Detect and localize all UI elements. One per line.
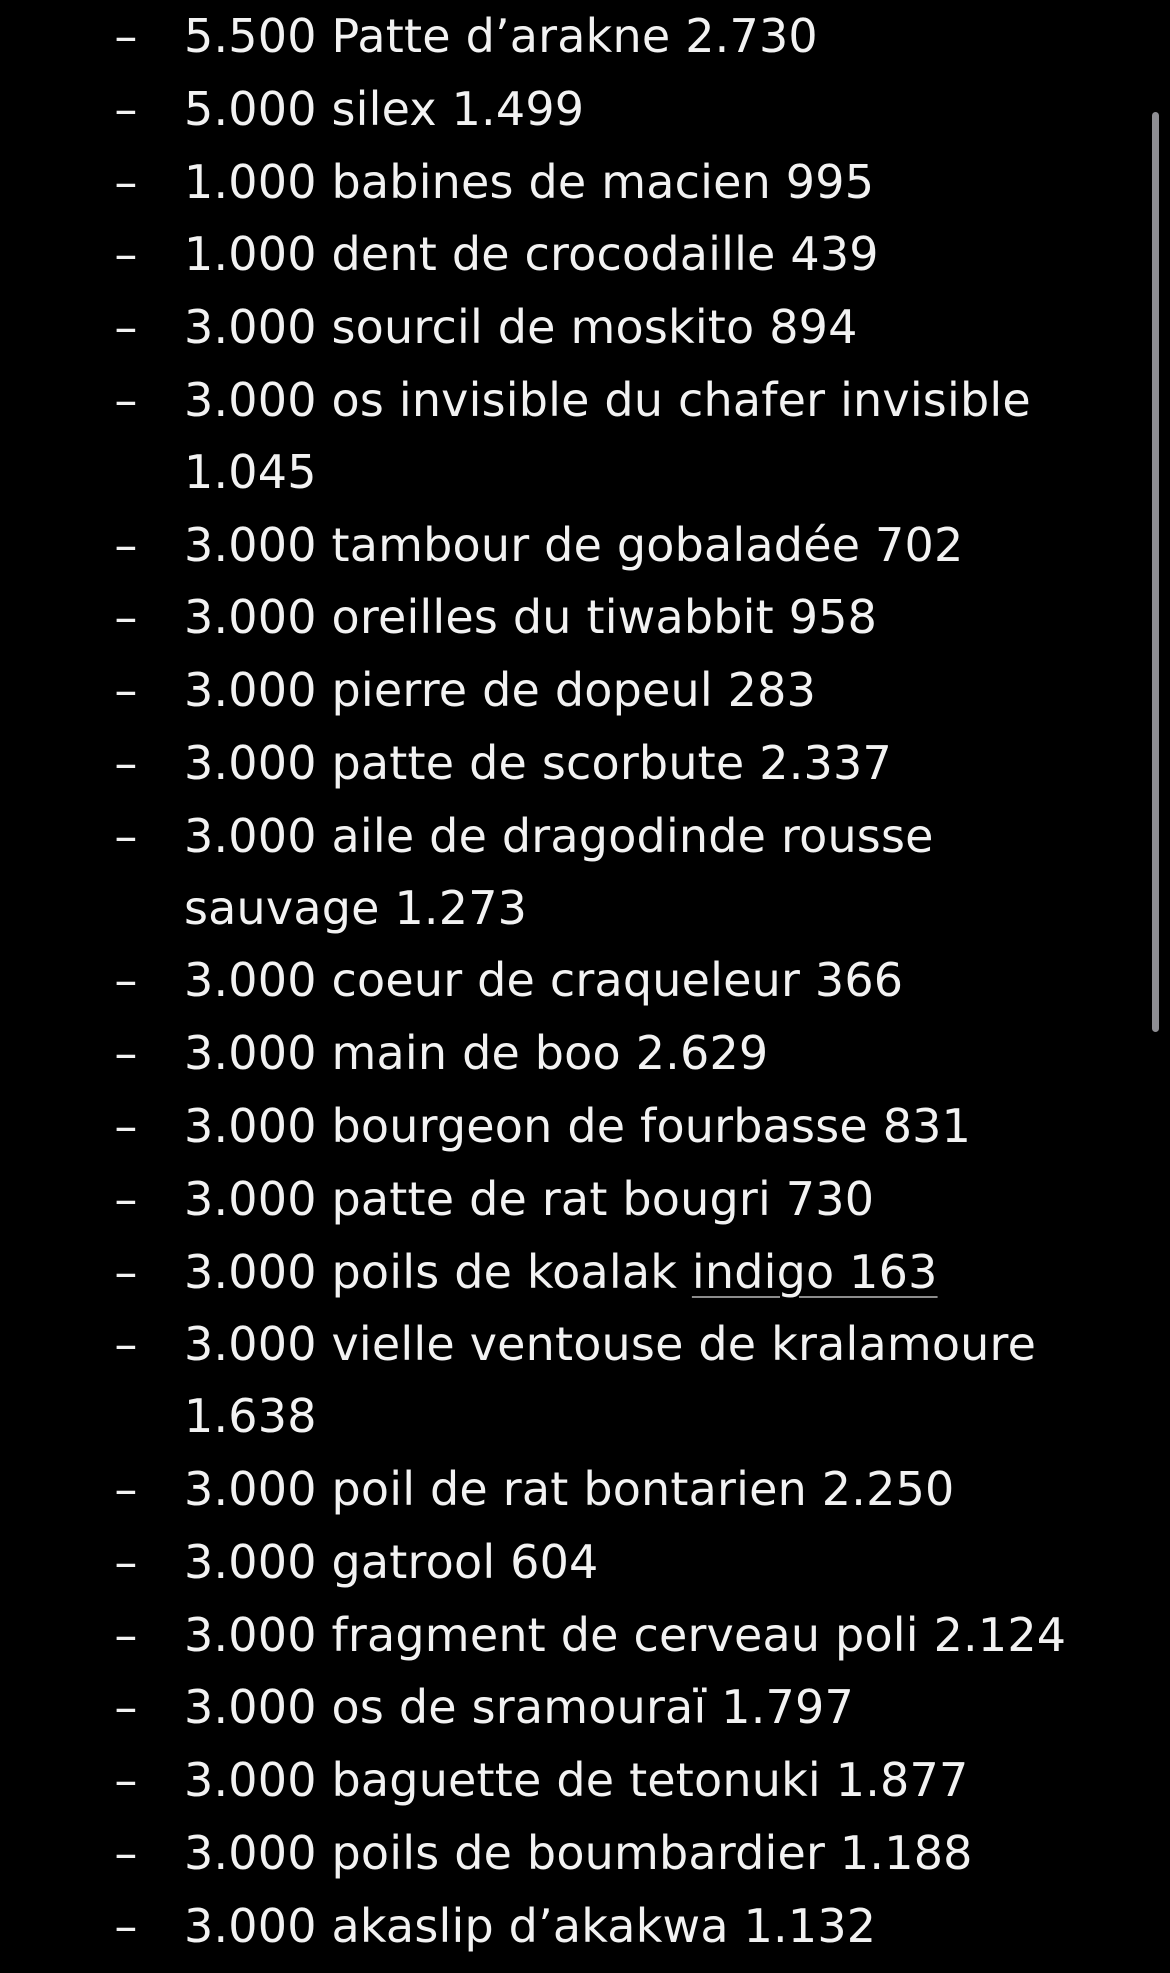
dash-bullet: –	[114, 1461, 138, 1516]
list-item[interactable]	[0, 1890, 1170, 1963]
list-item[interactable]	[0, 581, 1170, 654]
dash-bullet: –	[114, 1026, 138, 1081]
dash-bullet: –	[114, 1680, 138, 1735]
item-text: 3.000 main de boo 2.629	[184, 1026, 769, 1081]
list-item[interactable]	[0, 1236, 1170, 1309]
item-text: 1.000 babines de macien 995	[184, 154, 875, 209]
item-text: 3.000 poil de rat bontarien 2.250	[184, 1461, 955, 1516]
list-item[interactable]	[0, 800, 1170, 873]
dash-bullet: –	[114, 590, 138, 645]
list-item[interactable]	[0, 73, 1170, 146]
dash-bullet: –	[114, 81, 138, 136]
item-text: 3.000 bourgeon de fourbasse 831	[184, 1098, 972, 1153]
underlined-text[interactable]: indigo 163	[691, 1244, 938, 1299]
item-text: 1.638	[184, 1389, 317, 1444]
item-text: 3.000 patte de scorbute 2.337	[184, 735, 892, 790]
item-text: 3.000 os de sramouraï 1.797	[184, 1680, 854, 1735]
list-item[interactable]	[0, 1090, 1170, 1163]
dash-bullet: –	[114, 227, 138, 282]
item-text: 3.000 sourcil de moskito 894	[184, 300, 858, 355]
list-item[interactable]	[0, 1526, 1170, 1599]
dash-bullet: –	[114, 1898, 138, 1953]
dash-bullet: –	[114, 663, 138, 718]
list-item[interactable]	[0, 727, 1170, 800]
item-text: 1.045	[184, 444, 317, 499]
dash-bullet: –	[114, 953, 138, 1008]
list-item-continuation[interactable]	[0, 436, 1170, 509]
dash-bullet: –	[114, 372, 138, 427]
list-item[interactable]	[0, 1453, 1170, 1526]
dash-bullet: –	[114, 1534, 138, 1589]
list-item[interactable]	[0, 944, 1170, 1017]
item-text: 3.000 akaslip d’akakwa 1.132	[184, 1898, 877, 1953]
dash-bullet: –	[114, 154, 138, 209]
list-item[interactable]	[0, 291, 1170, 364]
list-item[interactable]	[0, 1163, 1170, 1236]
dash-bullet: –	[114, 1171, 138, 1226]
list-item[interactable]	[0, 1599, 1170, 1672]
list-item[interactable]	[0, 364, 1170, 437]
item-text: 3.000 oreilles du tiwabbit 958	[184, 590, 878, 645]
dash-bullet: –	[114, 300, 138, 355]
list-item[interactable]	[0, 146, 1170, 219]
item-text: 3.000 pierre de dopeul 283	[184, 663, 817, 718]
item-text: 3.000 os invisible du chafer invisible	[184, 372, 1031, 427]
item-text: 3.000 poils de koalak	[184, 1244, 692, 1299]
item-text: 3.000 baguette de tetonuki 1.877	[184, 1753, 969, 1808]
item-text: 3.000 tambour de gobaladée 702	[184, 517, 964, 572]
list-item[interactable]	[0, 1671, 1170, 1744]
list-item[interactable]	[0, 1017, 1170, 1090]
dash-bullet: –	[114, 517, 138, 572]
item-text: 3.000 patte de rat bougri 730	[184, 1171, 875, 1226]
dash-bullet: –	[114, 1825, 138, 1880]
item-text: 5.000 silex 1.499	[184, 81, 585, 136]
list-item[interactable]	[0, 0, 1170, 73]
list-item[interactable]	[0, 1308, 1170, 1381]
item-text: 3.000 gatrool 604	[184, 1534, 599, 1589]
item-text: 3.000 aile de dragodinde rousse	[184, 808, 934, 863]
dash-bullet: –	[114, 1098, 138, 1153]
list-item[interactable]	[0, 218, 1170, 291]
vertical-scrollbar[interactable]	[1152, 112, 1159, 1032]
dash-bullet: –	[114, 1317, 138, 1372]
dash-bullet: –	[114, 1607, 138, 1662]
list-item[interactable]	[0, 509, 1170, 582]
dash-bullet: –	[114, 9, 138, 63]
item-text: 3.000 vielle ventouse de kralamoure	[184, 1317, 1037, 1372]
item-text: 3.000 coeur de craqueleur 366	[184, 953, 904, 1008]
list-item[interactable]	[0, 1817, 1170, 1890]
item-text: 3.000 fragment de cerveau poli 2.124	[184, 1607, 1067, 1662]
dash-bullet: –	[114, 1753, 138, 1808]
dash-bullet: –	[114, 1244, 138, 1299]
item-text: 3.000 poils de boumbardier 1.188	[184, 1825, 973, 1880]
list-item-continuation[interactable]	[0, 872, 1170, 945]
list-item-continuation[interactable]	[0, 1380, 1170, 1453]
list-item[interactable]	[0, 1744, 1170, 1817]
item-text: sauvage 1.273	[184, 880, 528, 935]
list-item[interactable]	[0, 654, 1170, 727]
dash-bullet: –	[114, 735, 138, 790]
dash-bullet: –	[114, 808, 138, 863]
item-text: 1.000 dent de crocodaille 439	[184, 227, 879, 282]
item-text: 5.500 Patte d’arakne 2.730	[184, 9, 818, 63]
